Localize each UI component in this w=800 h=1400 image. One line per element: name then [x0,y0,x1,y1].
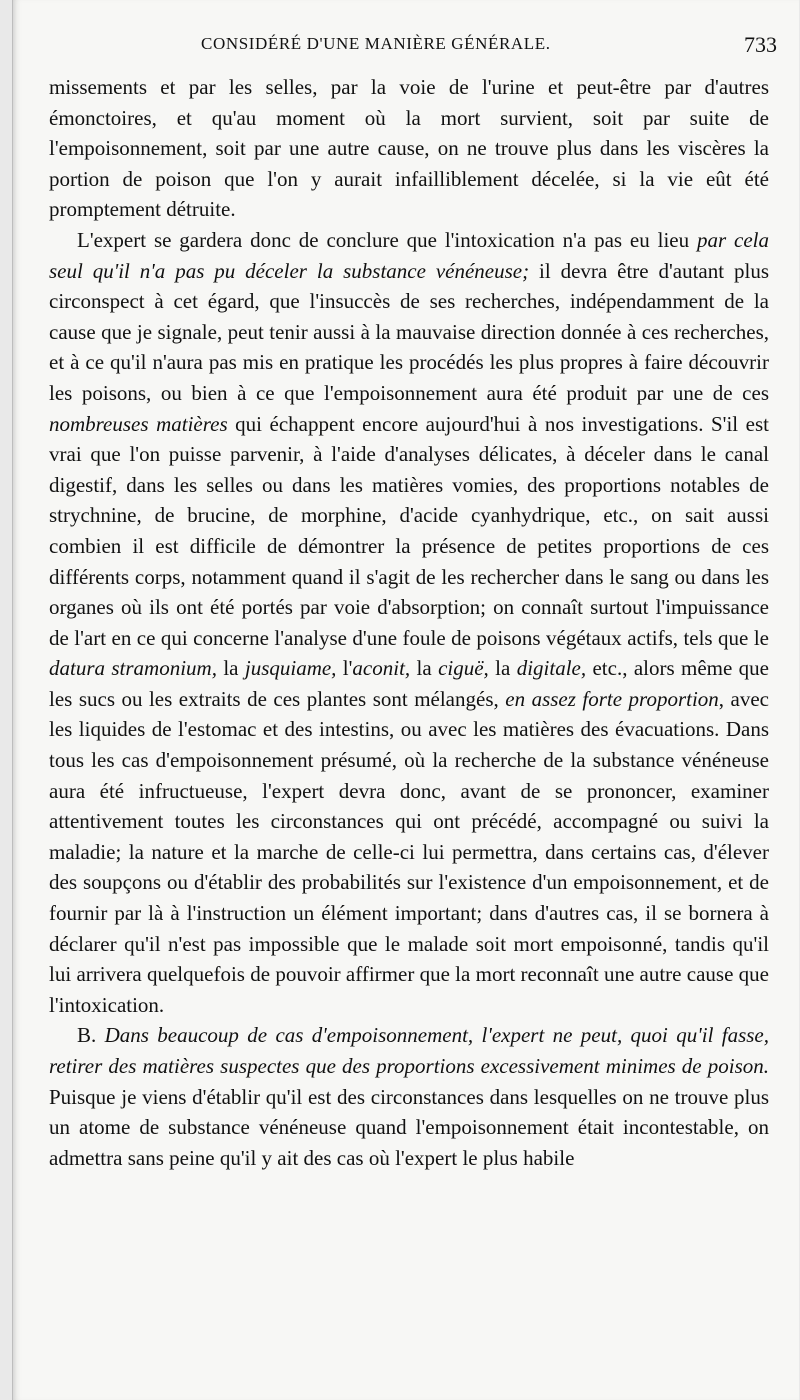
text-run: la [410,656,439,681]
text-run: Puisque je viens d'établir qu'il est des circonstances dans lesquelles on ne trouve plus un atome de substance vénéneuse quand l'empoisonnement était incontestable, on admettra sans peine qu'il y ait des cas où l'expert le plus habile [49,1084,769,1170]
italic-run: Dans beaucoup de cas d'empoisonnement, l'expert ne peut, quoi qu'il fasse, retirer des matières suspectes que des proportions excessivement minimes de poison. [49,1023,769,1078]
italic-run: ciguë, [438,656,489,681]
paragraph-3 [49,1020,769,1173]
text-run: qui échappent encore aujourd'hui à nos investigations. S'il est vrai que l'on puisse parvenir, à l'aide d'analyses délicates, à déceler dans le canal digestif, dans les selles ou dans les matières vomies, des proportions notables de strychnine, de brucine, de morphine, d'acide cyanhydrique, etc., on sait aussi combien il est difficile de démontrer la présence de petites proportions de ces différents corps, notamment quand il s'agit de les rechercher dans le sang ou dans les organes où ils ont été portés par voie d'absorption; on connaît surtout l'impuissance de l'art en ce qui concerne l'analyse d'une foule de poisons végétaux actifs, tels que le [49,411,769,650]
italic-run: aconit, [352,656,411,681]
italic-run: jusquiame, [244,656,337,681]
body-text [49,72,769,1173]
page-number: 733 [744,32,777,57]
text-run: , avec les liquides de l'estomac et des intestins, ou avec les matières des évacuations. Dans tous les cas d'empoisonnement présumé, où la recherche de la substance vénéneuse aura été infructueuse, l'expert devra donc, avant de se prononcer, examiner attentivement toutes les circonstances qui ont précédé, accompagné ou suivi la maladie; la nature et la marche de celle-ci lui permettra, dans certains cas, d'élever des soupçons ou d'établir des probabilités sur l'existence d'un empoisonnement, et de fournir par là à l'instruction un élément important; dans d'autres cas, il se bornera à déclarer qu'il n'est pas impossible que le malade soit mort empoisonné, tandis qu'il lui arrivera quelquefois de pouvoir affirmer que la mort reconnaît une autre cause que l'intoxication. [49,686,770,1017]
text-run: etc., alors même que les sucs ou les extraits de ces plantes sont mélangés, [49,656,769,711]
book-page [12,0,799,1400]
page-header [61,34,777,64]
text-run: L'expert se gardera donc de conclure que l'intoxication n'a pas eu lieu [77,227,697,252]
text-run: la [216,656,245,681]
italic-run: en assez forte proportion [505,686,719,711]
italic-run: nombreuses matières [49,411,228,436]
paragraph-1: missements et par les selles, par la voie de l'urine et peut-être par d'autres émonctoires, et qu'au moment où la mort survient, soit par suite de l'empoisonnement, soit par une autre cause, on ne trouve plus dans les viscères la portion de poison que l'on y aurait infailliblement décelée, si la vie eût été promptement détruite. [49,75,769,222]
italic-run: digitale, [516,656,587,681]
text-run: la [488,656,517,681]
text-run: l' [336,656,353,681]
running-title: CONSIDÉRÉ D'UNE MANIÈRE GÉNÉRALE. [201,34,551,53]
italic-run: par cela seul qu'il n'a pas pu déceler la substance vénéneuse; [49,227,769,283]
paragraph-2 [49,225,769,1020]
text-run: il devra être d'autant plus circonspect à cet égard, que l'insuccès de ses recherches, indépendamment de la cause que je signale, peut tenir aussi à la mauvaise direction donnée à ces recherches, et à ce qu'il n'aura pas mis en pratique les procédés les plus propres à faire découvrir les poisons, ou bien à ce que l'empoisonnement aura été produit par une de ces [49,258,770,405]
text-run: B. [77,1023,105,1048]
italic-run: datura stramonium, [49,656,217,681]
